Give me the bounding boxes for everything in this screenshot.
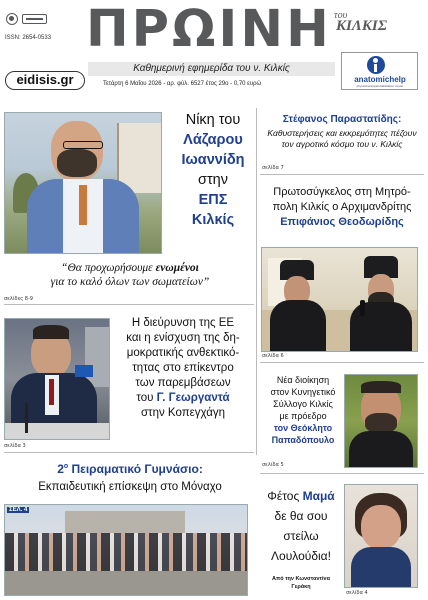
story4-line1: Η διεύρυνση της ΕΕ <box>131 317 235 329</box>
story1-quote-post: για το καλό όλων των σωματείων” <box>50 276 210 288</box>
story7-byline2: Γεράκη <box>291 584 311 590</box>
story2-title: Στέφανος Παραστατίδης: <box>282 114 402 125</box>
story3-line1: Πρωτοσύγκελος στη Μητρό- <box>273 186 411 198</box>
story1-page-ref: σελίδες 8-9 <box>4 296 33 302</box>
story2-body: Καθυστερήσεις και εκκρεμότητες πέζουν τον αγροτικό κόσμο του ν. Κιλκίς <box>267 128 417 149</box>
story1-quote-emph: ενωμένοι <box>155 262 199 274</box>
story4-line4: τητας στο επίκεντρο <box>132 362 234 374</box>
story5-line1: Νέα διοίκηση <box>276 375 330 385</box>
story7-line4: Λουλούδια! <box>271 549 331 563</box>
story5-name2: Παπαδόπουλο <box>271 435 335 445</box>
divider <box>260 362 424 363</box>
masthead-title-small: του <box>334 10 348 21</box>
story5-line2: στον Κυνηγετικό <box>270 387 336 397</box>
story4-page-ref: σελίδα 3 <box>4 443 26 449</box>
story1-line4: στην <box>198 172 228 188</box>
ad-brand: anatomichelp <box>354 75 406 84</box>
papadopoulos-photo <box>344 374 418 468</box>
story1-line5: ΕΠΣ <box>198 192 228 208</box>
story6-subtitle: Εκπαιδευτική επίσκεψη στο Μόναχο <box>38 481 222 493</box>
story1-line1: Νίκη του <box>185 112 241 128</box>
story1-line2: Λάζαρου <box>183 132 243 148</box>
story4-line6-pre: του <box>136 392 157 404</box>
story1-quote-pre: “Θα προχωρήσουμε <box>61 262 156 274</box>
story6-title-sup: ο <box>63 463 69 470</box>
story2-page-ref: σελίδα 7 <box>262 165 284 171</box>
issue-line: Τετάρτη 6 Μαΐου 2026 - αρ. φύλ. 6527 έτος 29ο - 0,70 ευρώ <box>103 81 262 87</box>
clergy-photo <box>261 247 418 352</box>
story7-line2: δε θα σου <box>274 509 328 523</box>
gerakis-photo <box>344 484 418 588</box>
story7-byline <box>258 575 344 591</box>
story7-line1-pre: Φέτος <box>267 489 303 503</box>
divider <box>260 473 424 474</box>
masthead <box>0 0 428 100</box>
masthead-region: ΚΙΛΚΙΣ <box>336 18 387 34</box>
story3-name: Επιφάνιος Θεοδωρίδης <box>280 216 404 228</box>
story6-title <box>4 462 256 476</box>
story5-text <box>259 374 347 446</box>
story1-quote <box>4 261 256 289</box>
school-group-photo <box>4 504 248 596</box>
story4-line6-name: Γ. Γεωργαντά <box>156 392 230 404</box>
masthead-subtitle: Καθημερινή εφημερίδα του ν. Κιλκίς <box>133 63 290 74</box>
ioannidis-photo <box>4 112 162 254</box>
story5-line3: Σύλλογο Κιλκίς <box>273 399 333 409</box>
story4-line7: στην Κοπεγχάγη <box>140 407 226 419</box>
publisher-seal-icon <box>6 13 18 25</box>
ad-subtitle: physiotherapy&rehabilitation center <box>356 84 404 88</box>
divider <box>4 304 254 305</box>
story4-text <box>112 316 254 421</box>
ad-box[interactable] <box>341 52 418 90</box>
masthead-title: ΠΡΩΙΝΗ <box>86 0 332 59</box>
story7-text <box>258 486 344 566</box>
story7-line3: στείλω <box>283 529 319 543</box>
press-logo-icon <box>22 14 47 24</box>
story1-line6: Κιλκίς <box>191 212 235 228</box>
story3-text <box>258 185 426 230</box>
story3-page-ref: σελίδα 6 <box>262 353 284 359</box>
story7-line1-emph: Μαμά <box>302 489 335 503</box>
story5-page-ref: σελίδα 5 <box>262 462 284 468</box>
story3-line2: πολη Κιλκίς ο Αρχιμανδρίτης <box>272 201 412 213</box>
story1-headline <box>168 110 258 230</box>
story4-line2: και η ενίσχυση της δη- <box>126 332 240 344</box>
column-divider <box>256 108 257 455</box>
website-link[interactable]: eidisis.gr <box>5 71 85 90</box>
story6-title-num: 2 <box>57 462 64 476</box>
story4-line5: των παρεμβάσεων <box>135 377 231 389</box>
story7-byline1: Από την Κωνσταντίνα <box>272 576 330 582</box>
story7-page-ref: σελίδα 4 <box>346 590 368 596</box>
georgantas-photo <box>4 318 110 440</box>
divider <box>4 452 254 453</box>
story5-name1: τον Θεόκλητο <box>273 423 333 433</box>
anatomichelp-logo-icon <box>367 56 385 74</box>
issn: ISSN: 2654-0533 <box>5 35 52 41</box>
divider <box>260 174 424 175</box>
story6-photo-label: ΣΕΛ. 4 <box>9 507 28 513</box>
story5-line4: με πρόεδρο <box>279 411 327 421</box>
story4-line3: μοκρατικής ανθεκτικό- <box>126 347 240 359</box>
story6-title-rest: Πειραματικό Γυμνάσιο: <box>68 462 203 476</box>
story1-line3: Ιωαννίδη <box>181 152 245 168</box>
